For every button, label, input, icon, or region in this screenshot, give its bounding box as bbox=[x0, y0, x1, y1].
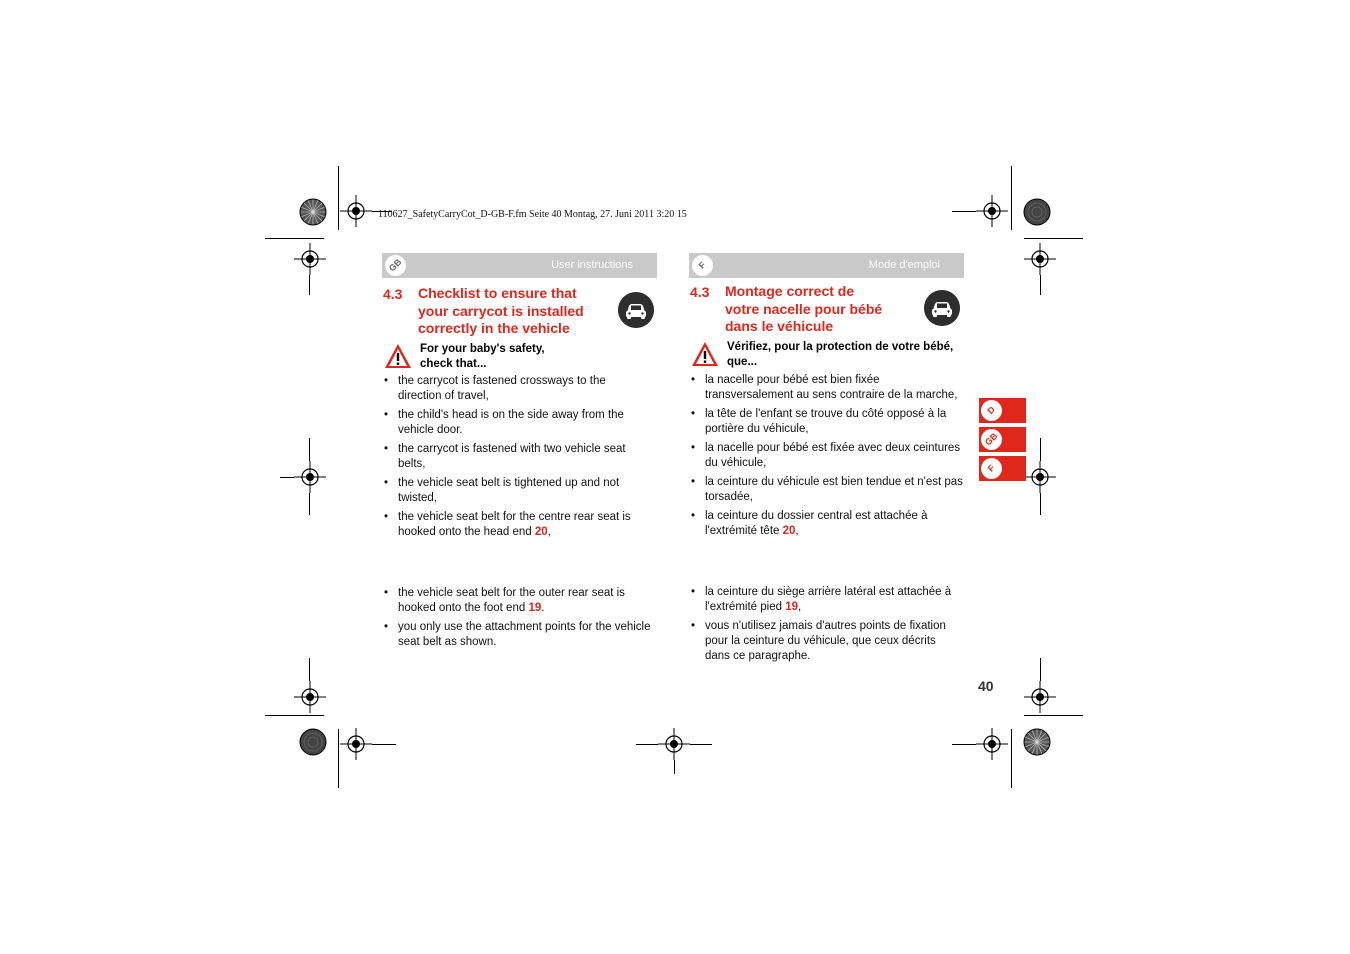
list-item bbox=[384, 476, 652, 506]
list-item bbox=[691, 585, 963, 615]
checklist-french-2 bbox=[691, 585, 963, 668]
list-item-text: the vehicle seat belt for the centre rear seat is hooked onto the head end bbox=[398, 511, 631, 539]
figure-reference: 20 bbox=[534, 526, 548, 539]
trim-line bbox=[309, 275, 310, 295]
trim-line bbox=[1040, 493, 1041, 515]
language-badge bbox=[981, 429, 1002, 450]
trim-line bbox=[309, 438, 310, 461]
list-item bbox=[384, 374, 652, 404]
trim-line bbox=[338, 729, 339, 788]
section-title bbox=[418, 285, 584, 338]
list-item bbox=[691, 373, 963, 403]
section-title-line: dans le véhicule bbox=[725, 318, 834, 334]
figure-reference: 20 bbox=[782, 525, 796, 538]
trim-line bbox=[690, 744, 712, 745]
trim-line bbox=[952, 211, 976, 212]
language-badge bbox=[981, 458, 1002, 479]
section-title-line: your carrycot is installed bbox=[418, 302, 584, 319]
safety-warning-line: que... bbox=[727, 355, 758, 368]
registration-mark-icon bbox=[294, 461, 326, 493]
trim-line bbox=[1040, 438, 1041, 461]
section-title bbox=[725, 283, 882, 336]
side-tab-gb bbox=[979, 427, 1026, 452]
trim-line bbox=[1011, 729, 1012, 788]
safety-warning bbox=[727, 340, 953, 369]
safety-warning-line: check that... bbox=[420, 357, 487, 370]
figure-reference: 19 bbox=[785, 601, 798, 614]
checklist-english-2 bbox=[384, 586, 652, 654]
list-item bbox=[691, 407, 963, 437]
page-number: 40 bbox=[978, 678, 994, 694]
list-item-text: la tête de l'enfant se trouve du côté opposé à la portière du véhicule, bbox=[705, 408, 947, 436]
registration-mark-icon bbox=[1024, 243, 1056, 275]
side-tab-f bbox=[979, 456, 1026, 481]
trim-line bbox=[372, 744, 396, 745]
list-item-text: the carrycot is fastened crossways to the direction of travel, bbox=[398, 375, 606, 403]
list-item-text: vous n'utilisez jamais d'autres points de fixation pour la ceinture du véhicule, que ceux décrits dans ce paragraphe. bbox=[705, 620, 946, 663]
list-item-text: the carrycot is fastened with two vehicle seat belts, bbox=[398, 443, 626, 471]
list-item bbox=[384, 442, 652, 472]
section-title-line: Montage correct de bbox=[725, 283, 855, 299]
list-item-text: , bbox=[797, 601, 802, 614]
list-item-text: la ceinture du dossier central est attachée à l'extrémité tête bbox=[705, 510, 928, 538]
warning-triangle-icon bbox=[384, 343, 412, 369]
language-badge bbox=[692, 255, 713, 276]
car-icon bbox=[924, 290, 960, 326]
trim-line bbox=[309, 658, 310, 681]
star-target-icon bbox=[1023, 198, 1051, 226]
file-info: 110627_SafetyCarryCot_D-GB-F.fm Seite 40 Montag, 27. Juni 2011 3:20 15 bbox=[378, 209, 687, 220]
list-item bbox=[384, 620, 652, 650]
list-item-text: you only use the attachment points for the vehicle seat belt as shown. bbox=[398, 621, 651, 649]
language-badge-label: F bbox=[696, 259, 708, 271]
car-icon bbox=[618, 292, 654, 328]
list-item bbox=[691, 619, 963, 665]
trim-line bbox=[265, 715, 324, 716]
trim-line bbox=[338, 166, 339, 230]
trim-line bbox=[309, 493, 310, 515]
list-item-text: . bbox=[541, 602, 545, 615]
list-item-text: la ceinture du siège arrière latéral est attachée à l'extrémité pied bbox=[705, 586, 952, 614]
section-number: 4.3 bbox=[383, 286, 403, 302]
registration-mark-icon bbox=[1024, 461, 1056, 493]
trim-line bbox=[280, 477, 294, 478]
list-item bbox=[384, 408, 652, 438]
language-badge-label: D bbox=[985, 404, 997, 416]
section-title-line: votre nacelle pour bébé bbox=[725, 300, 883, 317]
list-item bbox=[384, 586, 652, 616]
header-bar-english bbox=[382, 253, 657, 278]
figure-reference: 19 bbox=[528, 602, 542, 615]
registration-mark-icon bbox=[294, 243, 326, 275]
registration-mark-icon bbox=[658, 728, 690, 760]
safety-warning-line: For your baby's safety, bbox=[420, 343, 545, 355]
header-title: Mode d'emploi bbox=[868, 259, 940, 271]
list-item-text: la nacelle pour bébé est bien fixée transversalement au sens contraire de la marche, bbox=[705, 374, 958, 402]
registration-mark-icon bbox=[340, 195, 372, 227]
language-badge bbox=[385, 255, 406, 276]
section-number: 4.3 bbox=[690, 284, 710, 300]
list-item-text: , bbox=[795, 525, 799, 538]
trim-line bbox=[636, 744, 658, 745]
trim-line bbox=[1040, 658, 1041, 681]
list-item-text: , bbox=[547, 526, 551, 539]
header-title: User instructions bbox=[551, 259, 633, 271]
language-badge-label: GB bbox=[982, 430, 1000, 448]
list-item-text: the child's head is on the side away from the vehicle door. bbox=[398, 409, 624, 437]
warning-triangle-icon bbox=[691, 341, 719, 367]
registration-mark-icon bbox=[976, 195, 1008, 227]
list-item-text: la nacelle pour bébé est fixée avec deux ceintures du véhicule, bbox=[705, 442, 961, 470]
list-item-text: la ceinture du véhicule est bien tendue et n'est pas torsadée, bbox=[705, 476, 963, 504]
list-item bbox=[384, 510, 652, 540]
list-item bbox=[691, 441, 963, 471]
safety-warning bbox=[420, 342, 545, 371]
registration-mark-icon bbox=[340, 728, 372, 760]
trim-line bbox=[1024, 715, 1083, 716]
star-target-icon bbox=[299, 728, 327, 756]
checklist-english-1 bbox=[384, 374, 652, 544]
list-item-text: the vehicle seat belt is tightened up and not twisted, bbox=[398, 477, 620, 505]
trim-line bbox=[1011, 166, 1012, 230]
list-item bbox=[691, 475, 963, 505]
trim-line bbox=[674, 760, 675, 774]
trim-line bbox=[265, 238, 324, 239]
trim-line bbox=[1024, 238, 1083, 239]
side-tab-d bbox=[979, 398, 1026, 423]
trim-line bbox=[1040, 275, 1041, 295]
star-target-icon bbox=[1023, 728, 1051, 756]
language-badge-label: GB bbox=[386, 256, 404, 274]
list-item-text: the vehicle seat belt for the outer rear seat is hooked onto the foot end bbox=[398, 587, 625, 615]
registration-mark-icon bbox=[294, 681, 326, 713]
star-target-icon bbox=[299, 198, 327, 226]
safety-warning-line: Vérifiez, pour la protection de votre bébé, bbox=[727, 341, 954, 353]
header-bar-french bbox=[689, 253, 964, 278]
list-item bbox=[691, 509, 963, 539]
checklist-french-1 bbox=[691, 373, 963, 543]
section-title-line: correctly in the vehicle bbox=[418, 320, 570, 336]
registration-mark-icon bbox=[976, 728, 1008, 760]
language-badge bbox=[981, 400, 1002, 421]
section-title-line: Checklist to ensure that bbox=[418, 285, 577, 301]
registration-mark-icon bbox=[1024, 681, 1056, 713]
language-badge-label: F bbox=[985, 462, 997, 474]
trim-line bbox=[952, 744, 976, 745]
